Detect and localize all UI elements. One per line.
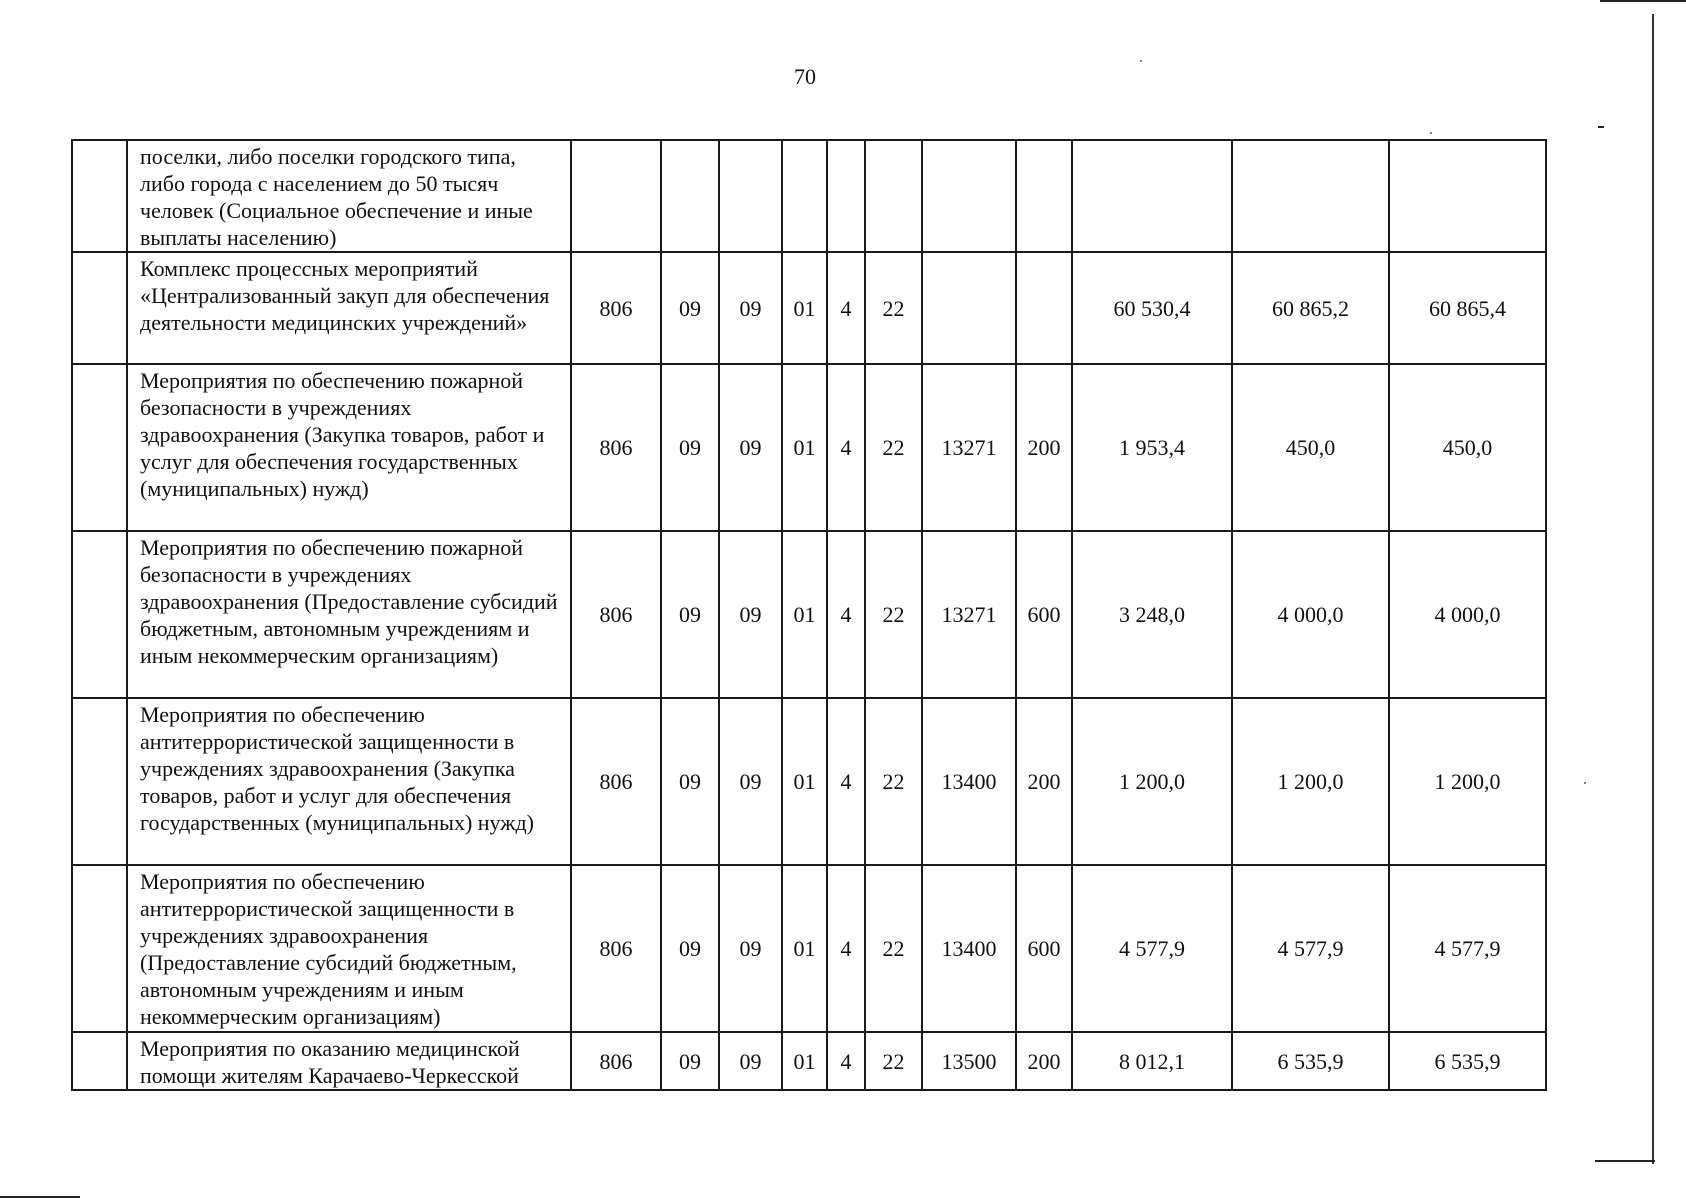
subsection-cell: 09 (719, 1032, 782, 1090)
expense-type-cell: 200 (1016, 1032, 1072, 1090)
section-cell: 09 (661, 531, 719, 698)
amount-year-1 (1072, 140, 1232, 252)
expense-type-cell: 200 (1016, 698, 1072, 865)
type-cell: 4 (827, 865, 865, 1032)
expense-type-cell (1016, 140, 1072, 252)
type-cell: 4 (827, 1032, 865, 1090)
expense-type-cell: 200 (1016, 364, 1072, 531)
type-cell: 4 (827, 531, 865, 698)
subsection-cell (719, 140, 782, 252)
amount-year-1: 3 248,0 (1072, 531, 1232, 698)
direction-cell: 22 (865, 531, 922, 698)
ministry-code-cell (571, 140, 661, 252)
ministry-code-cell: 806 (571, 865, 661, 1032)
subsection-cell: 09 (719, 865, 782, 1032)
type-cell (827, 140, 865, 252)
program-cell: 01 (782, 865, 827, 1032)
scan-speck (1140, 60, 1142, 62)
table-row (72, 865, 1546, 1032)
scan-edge-line (0, 1196, 80, 1198)
amount-year-3: 4 577,9 (1389, 865, 1546, 1032)
section-cell: 09 (661, 252, 719, 364)
scan-edge-line (1652, 14, 1654, 1164)
expense-code-cell: 13271 (922, 531, 1016, 698)
scan-speck (1584, 782, 1586, 784)
ministry-code-cell: 806 (571, 364, 661, 531)
empty-number-cell (72, 531, 127, 698)
row-description: Мероприятия по обеспечению антитеррористической защищенности в учреждениях здравоохранения (Предоставление субсидий бюджетным, автономным учреждениям и иным некоммерческим организациям) (127, 865, 571, 1032)
amount-year-1: 1 200,0 (1072, 698, 1232, 865)
amount-year-1: 60 530,4 (1072, 252, 1232, 364)
amount-year-3: 6 535,9 (1389, 1032, 1546, 1090)
expense-code-cell: 13400 (922, 865, 1016, 1032)
expense-type-cell: 600 (1016, 865, 1072, 1032)
amount-year-3: 1 200,0 (1389, 698, 1546, 865)
section-cell: 09 (661, 865, 719, 1032)
amount-year-1: 4 577,9 (1072, 865, 1232, 1032)
amount-year-2: 60 865,2 (1232, 252, 1389, 364)
amount-year-2: 4 000,0 (1232, 531, 1389, 698)
type-cell: 4 (827, 252, 865, 364)
table-row (72, 140, 1546, 252)
section-cell: 09 (661, 698, 719, 865)
amount-year-3: 60 865,4 (1389, 252, 1546, 364)
amount-year-1: 8 012,1 (1072, 1032, 1232, 1090)
table-row (72, 252, 1546, 364)
row-description: Мероприятия по обеспечению пожарной безопасности в учреждениях здравоохранения (Закупка товаров, работ и услуг для обеспечения государственных (муниципальных) нужд) (127, 364, 571, 531)
program-cell: 01 (782, 698, 827, 865)
type-cell: 4 (827, 698, 865, 865)
empty-number-cell (72, 252, 127, 364)
direction-cell: 22 (865, 698, 922, 865)
amount-year-2: 1 200,0 (1232, 698, 1389, 865)
empty-number-cell (72, 1032, 127, 1090)
empty-number-cell (72, 698, 127, 865)
empty-number-cell (72, 364, 127, 531)
scan-speck (1430, 132, 1432, 134)
subsection-cell: 09 (719, 531, 782, 698)
budget-table (71, 139, 1547, 1091)
scan-edge-line (1595, 1160, 1655, 1162)
table-row (72, 698, 1546, 865)
ministry-code-cell: 806 (571, 698, 661, 865)
amount-year-3: 4 000,0 (1389, 531, 1546, 698)
amount-year-2: 4 577,9 (1232, 865, 1389, 1032)
ministry-code-cell: 806 (571, 1032, 661, 1090)
program-cell: 01 (782, 252, 827, 364)
scan-edge-line (1600, 0, 1686, 2)
amount-year-1: 1 953,4 (1072, 364, 1232, 531)
empty-number-cell (72, 865, 127, 1032)
page-number: 70 (794, 64, 816, 89)
expense-type-cell (1016, 252, 1072, 364)
expense-code-cell (922, 140, 1016, 252)
program-cell (782, 140, 827, 252)
type-cell: 4 (827, 364, 865, 531)
subsection-cell: 09 (719, 364, 782, 531)
program-cell: 01 (782, 531, 827, 698)
scan-edge-line (1598, 126, 1604, 128)
amount-year-2: 6 535,9 (1232, 1032, 1389, 1090)
program-cell: 01 (782, 1032, 827, 1090)
direction-cell: 22 (865, 364, 922, 531)
ministry-code-cell: 806 (571, 531, 661, 698)
subsection-cell: 09 (719, 252, 782, 364)
table-row (72, 364, 1546, 531)
expense-code-cell: 13400 (922, 698, 1016, 865)
row-description: поселки, либо поселки городского типа, либо города с населением до 50 тысяч человек (Социальное обеспечение и иные выплаты населению) (127, 140, 571, 252)
expense-code-cell: 13271 (922, 364, 1016, 531)
row-description: Мероприятия по оказанию медицинской помощи жителям Карачаево-Черкесской (127, 1032, 571, 1090)
expense-code-cell (922, 252, 1016, 364)
amount-year-2 (1232, 140, 1389, 252)
empty-number-cell (72, 140, 127, 252)
direction-cell: 22 (865, 1032, 922, 1090)
subsection-cell: 09 (719, 698, 782, 865)
section-cell: 09 (661, 1032, 719, 1090)
row-description: Комплекс процессных мероприятий «Централизованный закуп для обеспечения деятельности медицинских учреждений» (127, 252, 571, 364)
ministry-code-cell: 806 (571, 252, 661, 364)
row-description: Мероприятия по обеспечению антитеррористической защищенности в учреждениях здравоохранения (Закупка товаров, работ и услуг для обеспечения государственных (муниципальных) нужд) (127, 698, 571, 865)
direction-cell: 22 (865, 252, 922, 364)
section-cell (661, 140, 719, 252)
direction-cell (865, 140, 922, 252)
section-cell: 09 (661, 364, 719, 531)
row-description: Мероприятия по обеспечению пожарной безопасности в учреждениях здравоохранения (Предоставление субсидий бюджетным, автономным учреждениям и иным некоммерческим организациям) (127, 531, 571, 698)
amount-year-3 (1389, 140, 1546, 252)
expense-code-cell: 13500 (922, 1032, 1016, 1090)
table-row (72, 1032, 1546, 1090)
amount-year-3: 450,0 (1389, 364, 1546, 531)
program-cell: 01 (782, 364, 827, 531)
amount-year-2: 450,0 (1232, 364, 1389, 531)
table-row (72, 531, 1546, 698)
direction-cell: 22 (865, 865, 922, 1032)
expense-type-cell: 600 (1016, 531, 1072, 698)
